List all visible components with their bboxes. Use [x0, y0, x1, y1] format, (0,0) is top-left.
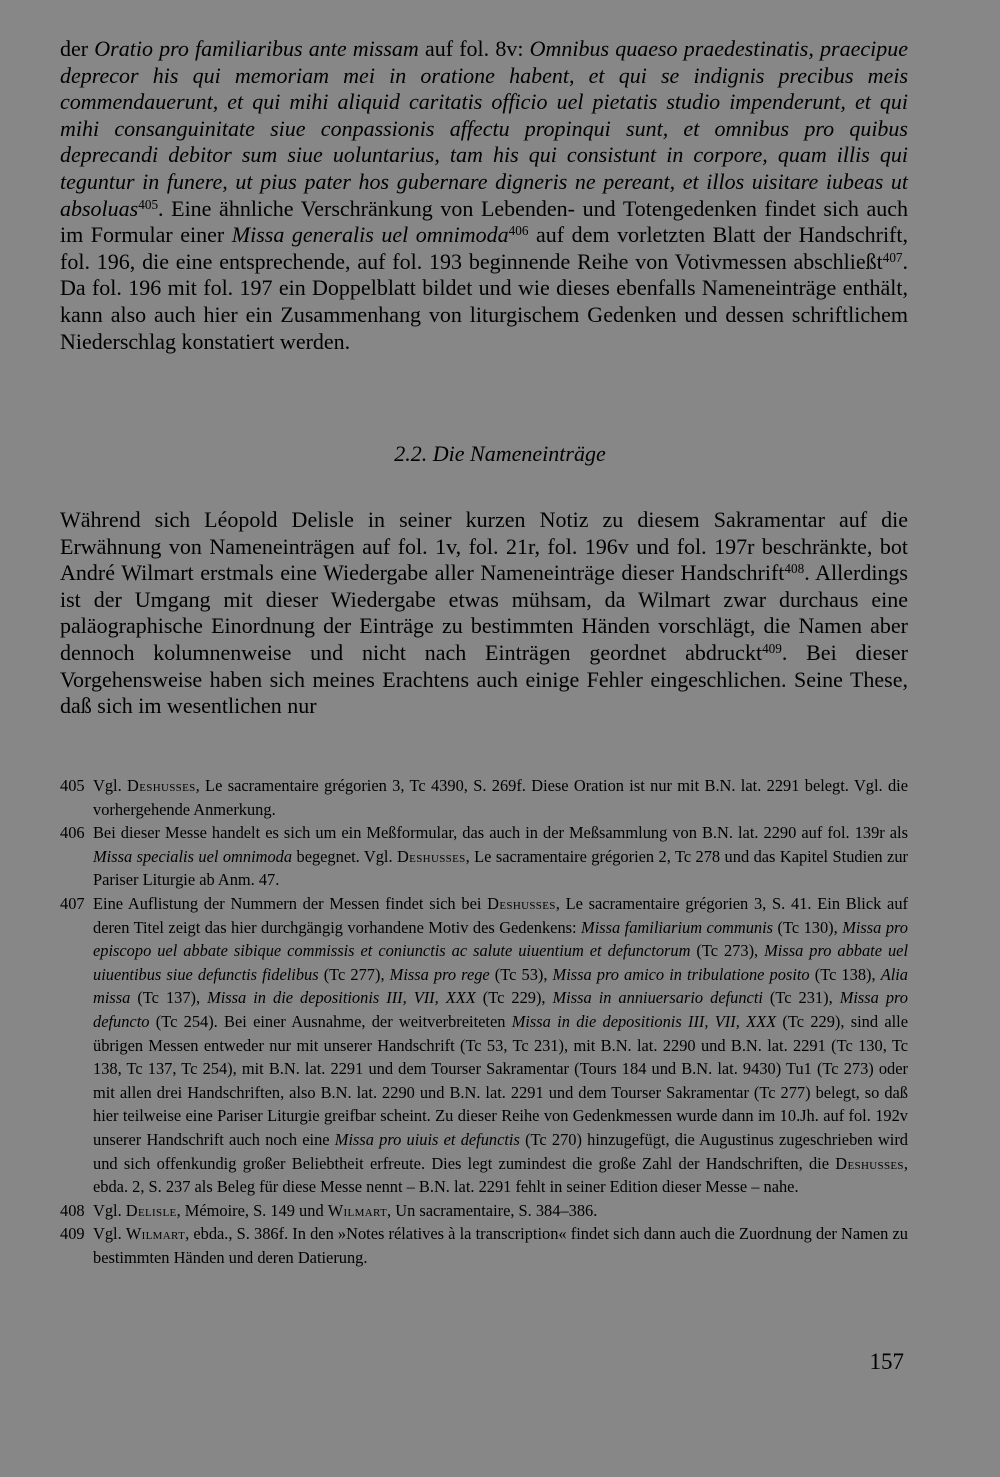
italic-text: Missa in die depositionis III, VII, XXX [511, 1011, 777, 1031]
text-run: Vgl. [93, 1224, 126, 1244]
italic-text: Missa in die depositionis III, VII, XXX [207, 988, 476, 1008]
footnote [60, 774, 908, 821]
text-run: Vgl. [93, 1200, 126, 1220]
footnote-ref: 405 [138, 196, 159, 212]
text-run: , ebda. 2, S. 237 als Beleg für diese Messe nennt – B.N. lat. 2291 fehlt in seiner Edition dieser Messe – nahe. [93, 1153, 908, 1197]
text-run: (Tc 229), sind alle übrigen Messen entweder nur mit unserer Handschrift (Tc 53, Tc 231), mit B.N. lat. 2290 und B.N. lat. 2291 (Tc 130, Tc 138, Tc 137, Tc 254), mit B.N. lat. 2291 und dem Tourser Sakramentar (Tours 184 und B.N. lat. 9430) Tu1 (Tc 273) oder mit allen drei Handschriften, also B.N. lat. 2290 und B.N. lat. 2291 und dem Tourser Sakramentar (Tc 277) belegt, so daß hier teilweise eine Pariser Liturgie greifbar scheint. Zu dieser Reihe von Gedenkmessen wurde dann im 10.Jh. auf fol. 192v unserer Handschrift auch noch eine [93, 1011, 909, 1149]
text-run: (Tc 270) hinzugefügt, die Augustinus zugeschrieben wird und sich offenkundig großer Beliebtheit erfreute. Dies legt zumindest die große Zahl der Handschriften, die [93, 1129, 909, 1173]
text-run: Eine Auflistung der Nummern der Messen findet sich bei [93, 893, 488, 913]
author-name: Wilmart [327, 1200, 388, 1220]
text-run: auf fol. 8v: [418, 36, 530, 61]
footnote [60, 821, 908, 892]
italic-text: Missa familiarium communis [581, 917, 774, 937]
italic-text: Missa pro amico in tribulatione posito [552, 964, 810, 984]
footnote-text [93, 774, 908, 821]
paragraph [60, 507, 908, 720]
text-run: . Allerdings ist der Umgang mit dieser Wiedergabe etwas mühsam, da Wilmart zwar durchaus eine paläographische Einordnung der Einträge zu bestimmten Händen vorschlägt, die Namen aber dennoch kolumnenweise und nicht nach Einträgen geordnet abdruckt [60, 560, 908, 665]
text-run: (Tc 273), [690, 941, 765, 961]
author-name: Deshusses [127, 776, 196, 795]
text-run: (Tc 231), [762, 988, 840, 1008]
footnote-ref: 406 [508, 222, 529, 238]
italic-text: Missa pro uiuis et defunctis [334, 1129, 520, 1149]
italic-text: Missa specialis uel omnimoda [93, 846, 293, 866]
italic-text: Missa generalis uel omnimoda [231, 222, 509, 248]
footnote-text [93, 892, 908, 1199]
italic-text: Alia missa [93, 964, 909, 1008]
italic-text: Missa in anniuersario defuncti [552, 988, 763, 1008]
footnote-number: 409 [60, 1224, 85, 1244]
author-name: Delisle [125, 1200, 177, 1220]
text-run: , Mémoire, S. 149 und [176, 1200, 328, 1220]
text-run: auf dem vorletzten Blatt der Handschrift, fol. 196, die eine entsprechende, auf fol. 193 beginnende Reihe von Votivmessen abschließt [60, 222, 908, 274]
section-heading: 2.2. Die Nameneinträge [394, 441, 606, 466]
body-text [60, 485, 908, 742]
footnote-ref: 408 [784, 560, 805, 576]
footnote-number: 408 [60, 1200, 85, 1220]
footnote-text [93, 1199, 908, 1223]
italic-text: Omnibus quaeso praedestinatis, praecipue deprecor his qui memoriam mei in oratione habent, et qui se indignis precibus meis commendauerunt, et qui mihi aliquid caritatis officio uel pietatis studio impenderunt, et qui mihi consanguinitate siue conpassionis affectu propinqui sunt, et omnibus pro quibus deprecandi debitor sum siue uoluntarius, tam his qui consistunt in corpore, quam illis qui teguntur in funere, ut pius pater hos gubernare digneris ne pereant, et illos uisitare iubeas ut absoluas [60, 36, 908, 221]
paragraph [60, 36, 908, 355]
text-run: . Eine ähnliche Verschränkung von Lebenden- und Totengedenken findet sich auch im Formular einer [60, 195, 908, 248]
footnote [60, 892, 908, 1199]
footnote-ref: 407 [882, 249, 903, 265]
italic-text: Missa pro episcopo uel abbate sibique commissis et coniunctis ac salute uiuentium et defunctorum [93, 917, 908, 961]
body-text [60, 36, 908, 355]
text-run: begegnet. Vgl. [292, 846, 398, 866]
text-run: , Le sacramentaire grégorien 3, S. 41. Ein Blick auf deren Titel zeigt das hier durchgängig vorhandene Motiv des Gedenkens: [93, 893, 908, 937]
text-run: Während sich Léopold Delisle in seiner kurzen Notiz zu diesem Sakramentar auf die Erwähnung von Nameneinträgen auf fol. 1v, fol. 21r, fol. 196v und fol. 197r beschränkte, bot André Wilmart erstmals eine Wiedergabe aller Nameneinträge dieser Handschrift [60, 507, 908, 586]
footnote [60, 1222, 908, 1269]
footnote-number: 405 [60, 776, 85, 795]
text-run: (Tc 229), [475, 988, 553, 1008]
text-run: , Le sacramentaire grégorien 3, Tc 4390, S. 269f. Diese Oration ist nur mit B.N. lat. 2291 belegt. Vgl. die vorhergehende Anmerkung. [93, 776, 908, 819]
text-run: , Un sacramentaire, S. 384–386. [387, 1200, 598, 1220]
author-name: Wilmart [125, 1224, 186, 1244]
italic-text: Missa pro rege [389, 964, 490, 984]
text-run: (Tc 137), [130, 988, 208, 1008]
author-name: Deshusses [487, 893, 556, 913]
footnote-text [93, 821, 908, 892]
text-run: . Da fol. 196 mit fol. 197 ein Doppelblatt bildet und wie dieses ebenfalls Nameneinträge enthält, kann also auch hier ein Zusammenhang von liturgischem Gedenken und dessen schriftlichem Niederschlag konstatiert werden. [60, 248, 908, 354]
author-name: Deshusses [835, 1153, 904, 1173]
footnote-ref: 409 [762, 640, 782, 656]
footnote-text [93, 1222, 908, 1269]
text-run: (Tc 277), [318, 964, 390, 984]
text-run: (Tc 138), [809, 964, 881, 984]
text-run: Bei dieser Messe handelt es sich um ein Meßformular, das auch in der Meßsammlung von B.N. lat. 2290 auf fol. 139r als [93, 823, 908, 843]
text-run: Vgl. [93, 776, 128, 795]
italic-text: Missa pro abbate uel uiuentibus siue defunctis fidelibus [93, 941, 908, 984]
text-run: (Tc 130), [773, 917, 843, 937]
footnote-number: 407 [60, 893, 85, 913]
text-run: . Bei dieser Vorgehensweise haben sich meines Erachtens auch einige Fehler eingeschlichen. Seine These, daß sich im wesentlichen nur [60, 639, 908, 719]
page-number: 157 [869, 1349, 904, 1374]
author-name: Deshusses [397, 846, 466, 866]
italic-text: Missa pro defuncto [93, 988, 909, 1031]
text-run: (Tc 53), [489, 964, 553, 984]
italic-text: Oratio pro familiaribus ante missam [94, 36, 419, 61]
text-run: (Tc 254). Bei einer Ausnahme, der weitverbreiteten [149, 1011, 512, 1031]
text-run: , ebda., S. 386f. In den »Notes rélatives à la transcription« findet sich dann auch die Zuordnung der Namen zu bestimmten Händen und deren Datierung. [93, 1224, 908, 1267]
footnote [60, 1199, 908, 1223]
text-run: der [60, 36, 95, 61]
footnote-number: 406 [60, 823, 85, 843]
footnotes [60, 774, 908, 1269]
text-run: , Le sacramentaire grégorien 2, Tc 278 und das Kapitel Studien zur Pariser Liturgie ab Anm. 47. [93, 846, 908, 890]
